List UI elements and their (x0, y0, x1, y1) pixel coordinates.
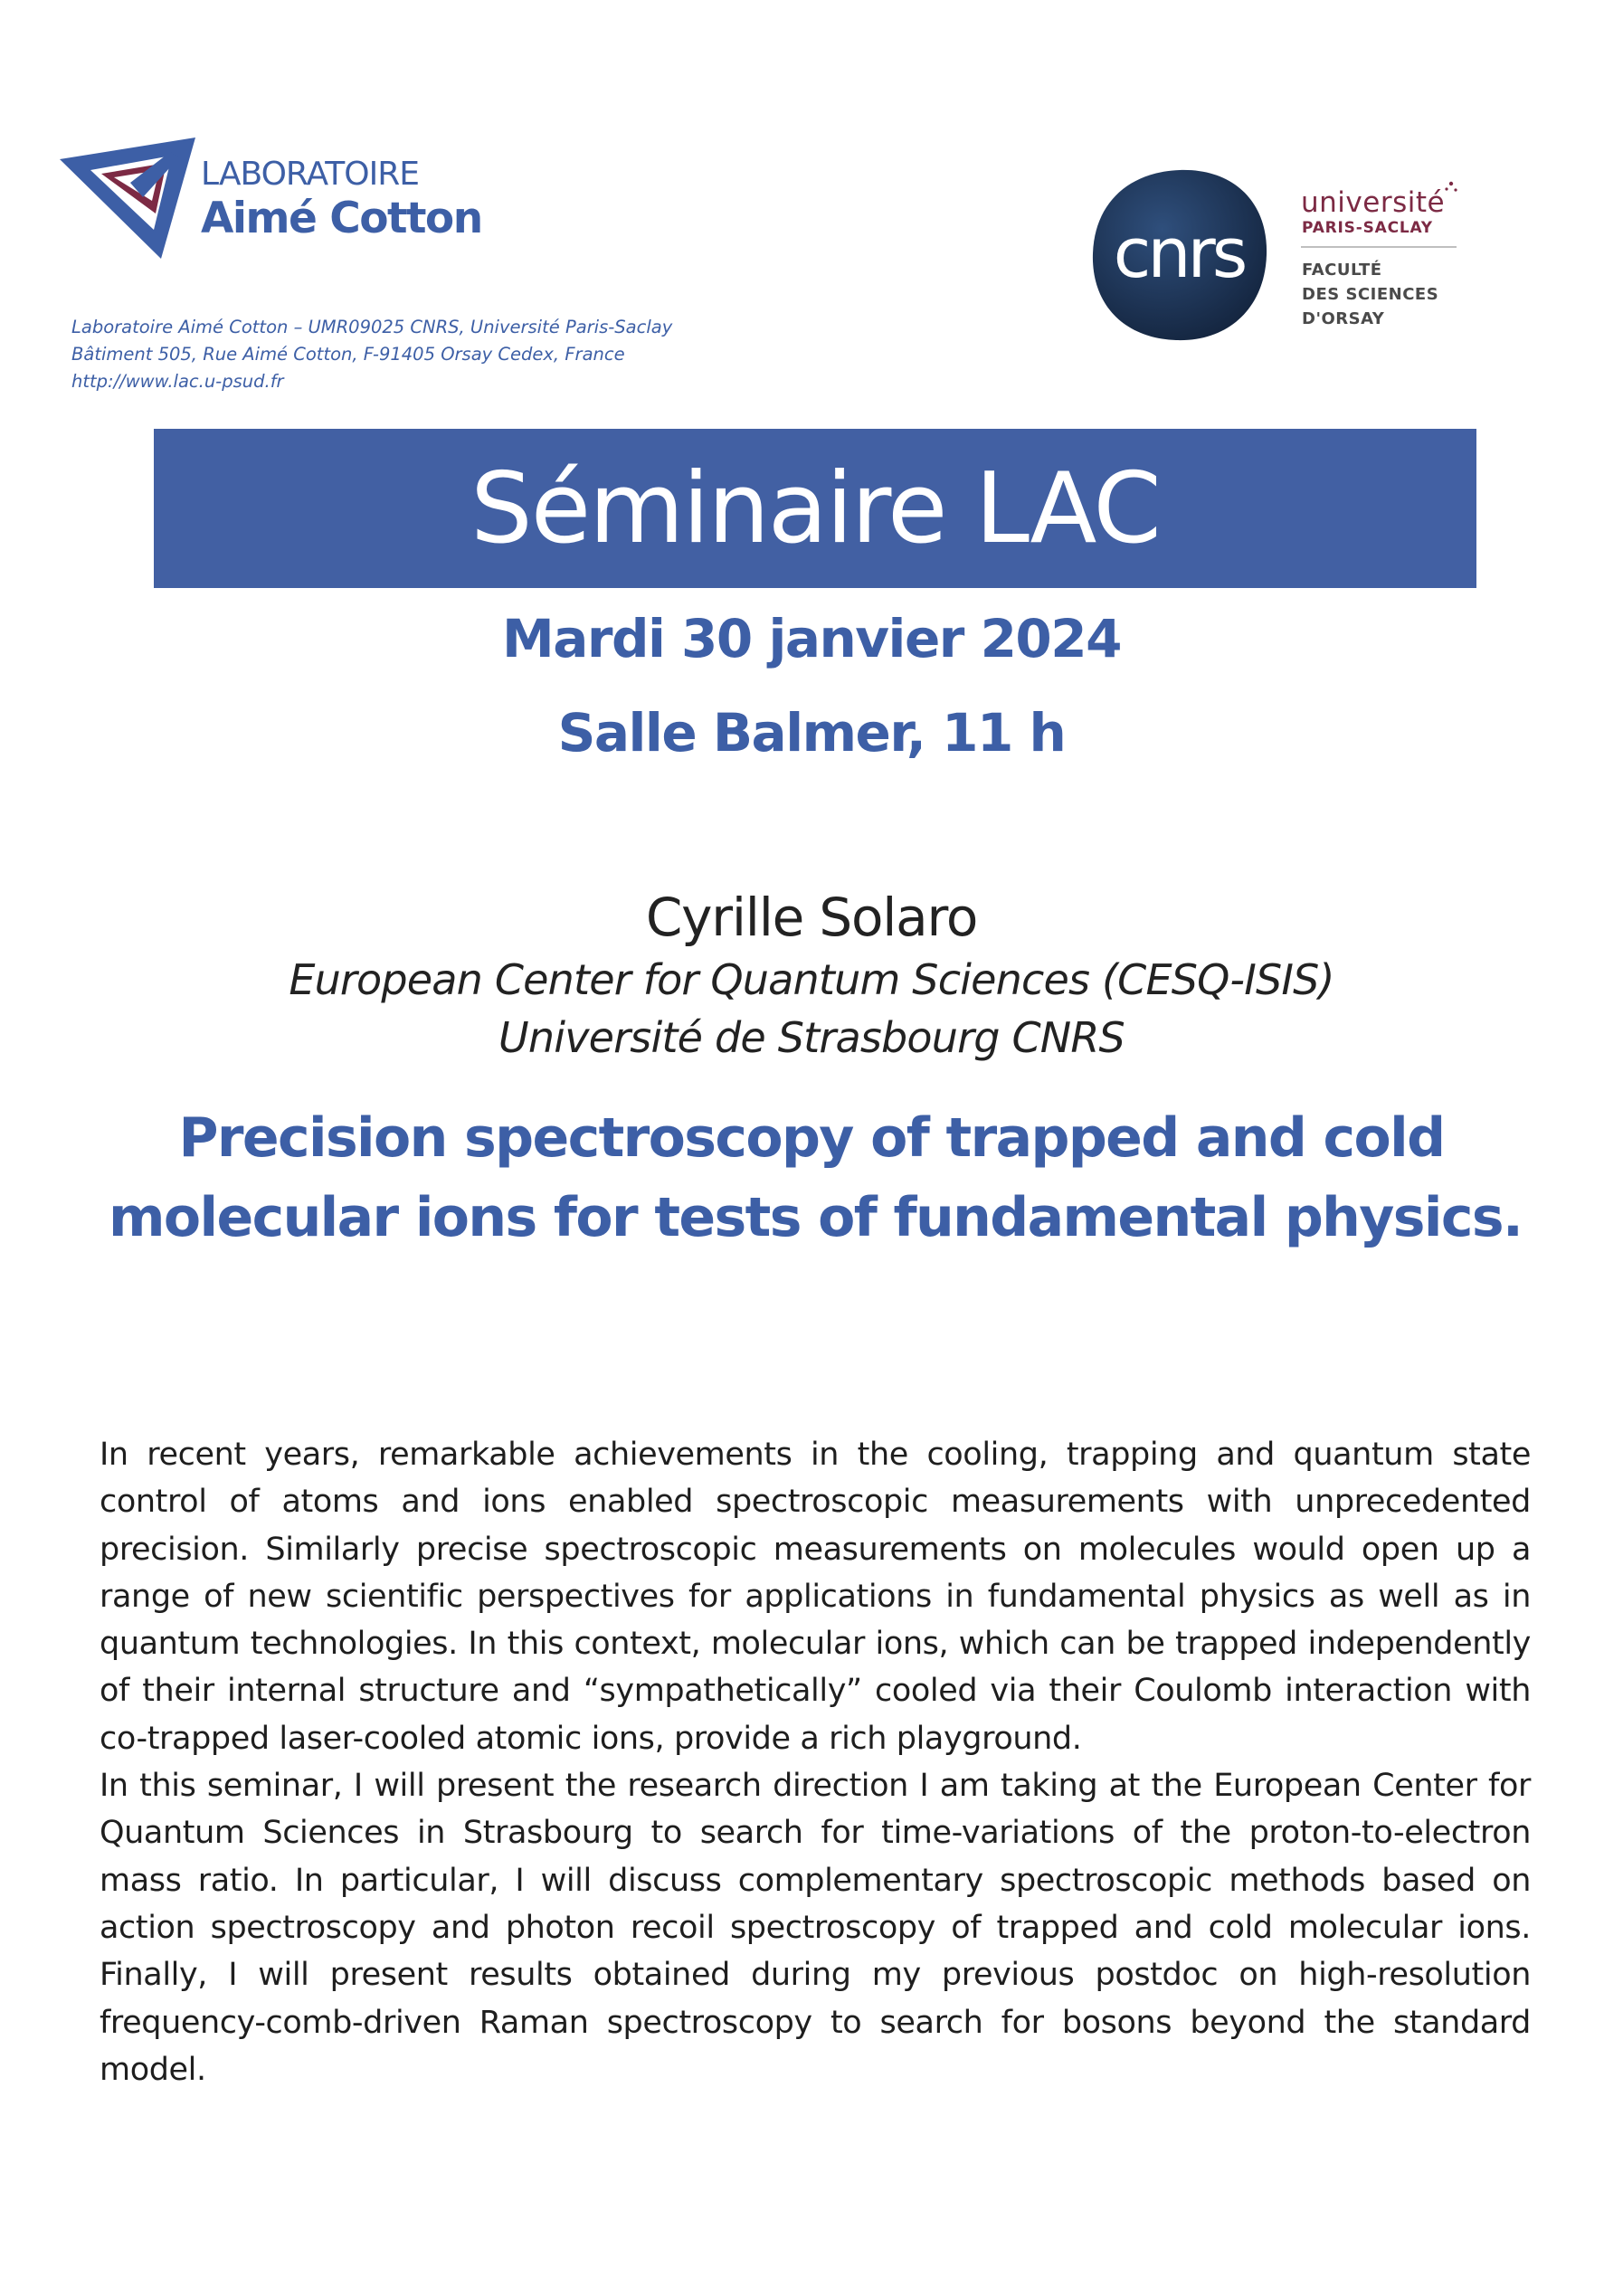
faculty-line: D'ORSAY (1302, 309, 1385, 328)
lab-logo-line1: LABORATOIRE (201, 156, 419, 193)
event-venue: Salle Balmer, 11 h (557, 702, 1066, 764)
address-url[interactable]: http://www.lac.u-psud.fr (71, 371, 284, 392)
speaker-name: Cyrille Solaro (645, 887, 978, 948)
address-line: Bâtiment 505, Rue Aimé Cotton, F-91405 Orsay Cedex, France (71, 344, 625, 365)
university-logo (1301, 181, 1482, 344)
address-line: Laboratoire Aimé Cotton – UMR09025 CNRS, Université Paris-Saclay (71, 317, 673, 337)
seminar-title: Séminaire LAC (470, 451, 1160, 565)
university-name: université (1301, 186, 1446, 219)
cnrs-logo-text: cnrs (1113, 212, 1245, 293)
seminar-banner (154, 429, 1476, 588)
abstract-paragraph: In this seminar, I will present the research direction I am taking at the European Center for Quantum Sciences in Strasbourg to search for time-variations of the proton-to-electron mass ratio. In particular, I will discuss complementary spectroscopic methods based on action spectroscopy and photon recoil spectroscopy of trapped and cold molecular ions. Finally, I will present results obtained during my previous postdoc on high-resolution frequency-comb-driven Raman spectroscopy to search for bosons beyond the standard model. (100, 1768, 1531, 2088)
faculty-line: FACULTÉ (1302, 261, 1382, 280)
lab-logo-line2: Aimé Cotton (201, 194, 482, 243)
talk-title-line: molecular ions for tests of fundamental physics. (109, 1186, 1523, 1249)
university-sub: PARIS-SACLAY (1302, 219, 1433, 237)
abstract (100, 1431, 1531, 2093)
cnrs-logo (1089, 166, 1268, 344)
abstract-paragraph: In recent years, remarkable achievements in the cooling, trapping and quantum state control of atoms and ions enabled spectroscopic measurements with unprecedented precision. Similarly precise spectroscopic measurements on molecules would open up a range of new scientific perspectives for applications in fundamental physics as well as in quantum technologies. In this context, molecular ions, which can be trapped independently of their internal structure and “sympathetically” cooled via their Coulomb interaction with co-trapped laser-cooled atomic ions, provide a rich playground. (100, 1437, 1531, 1757)
university-dots-icon (1444, 181, 1458, 195)
talk-title (109, 1098, 1523, 1257)
speaker-affiliation: Université de Strasbourg CNRS (498, 1013, 1125, 1062)
event-date: Mardi 30 janvier 2024 (501, 608, 1121, 669)
speaker-affiliation: European Center for Quantum Sciences (CESQ-ISIS) (289, 955, 1334, 1004)
lab-logo (60, 128, 485, 264)
lab-logo-mark-icon (60, 132, 204, 264)
lab-address (71, 314, 759, 395)
talk-title-line: Precision spectroscopy of trapped and cold (178, 1106, 1445, 1170)
university-divider (1301, 246, 1457, 248)
faculty-line: DES SCIENCES (1302, 285, 1439, 304)
